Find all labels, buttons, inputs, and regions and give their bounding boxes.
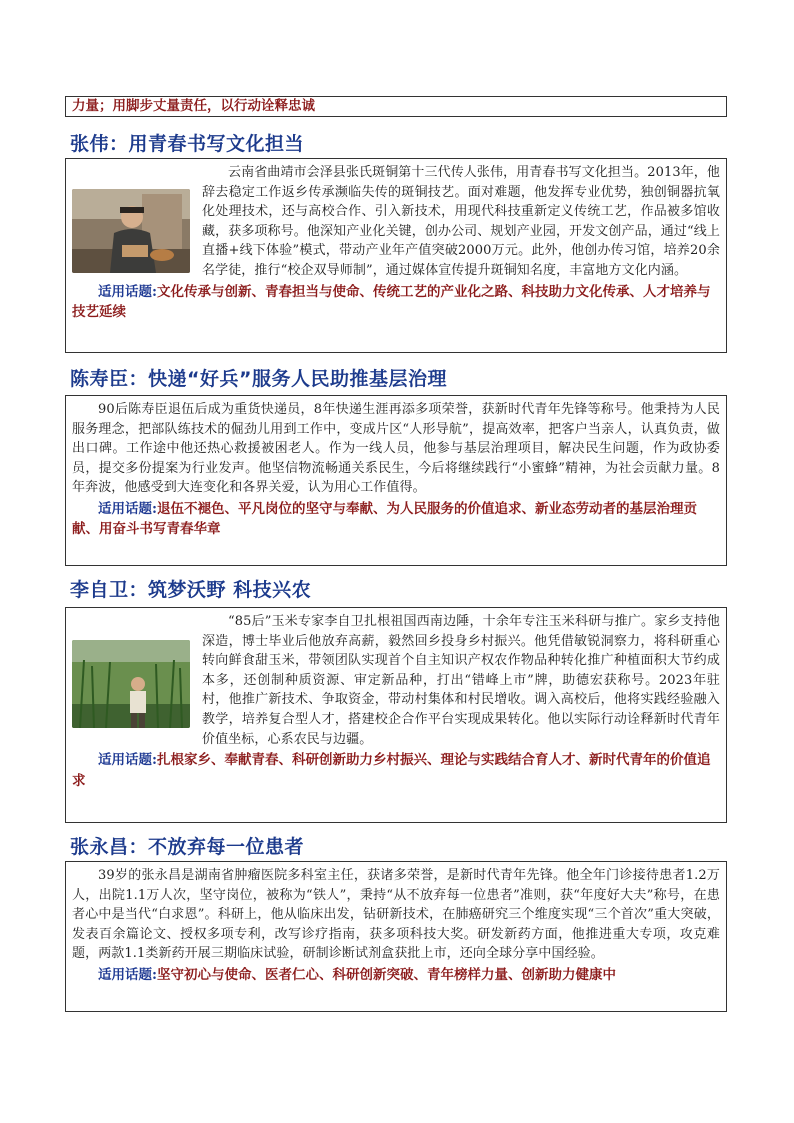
section-topics-zhang-yongchang bbox=[66, 965, 726, 986]
topics-text: 退伍不褪色、平凡岗位的坚守与奉献、为人民服务的价值追求、新业态劳动者的基层治理贡献、用奋斗书写青春华章 bbox=[72, 500, 697, 538]
topics-text: 文化传承与创新、青春担当与使命、传统工艺的产业化之路、科技助力文化传承、人才培养与技艺延续 bbox=[72, 283, 711, 321]
section-box-zhang-yongchang bbox=[65, 861, 727, 1012]
topics-text: 坚守初心与使命、医者仁心、科研创新突破、青年榜样力量、创新助力健康中 bbox=[156, 966, 616, 983]
section-topics-chen-shouchen bbox=[66, 499, 726, 540]
section-body-chen-shouchen: 90后陈寿臣退伍后成为重货快递员，8年快递生涯再添多项荣誉，获新时代青年先锋等称号。他秉持为人民服务理念，把部队练技术的倔劲儿用到工作中，变成片区“人形导航”，提高效率，把客户当亲人，认真负责，做出口碑。工作途中他还热心救援被困老人。作为一线人员，他参与基层治理项目，解决民生问题，作为政协委员，提交多份提案为行业发声。他坚信物流畅通关系民生，今后将继续践行“小蜜蜂”精神，为社会贡献力量。8年奔波，他感受到大连变化和各界关爱，认为用心工作值得。 bbox=[72, 402, 720, 496]
top-continuation-text: 力量；用脚步丈量责任，以行动诠释忠诚 bbox=[72, 98, 315, 114]
section-heading-zhang-yongchang: 张永昌：不放弃每一位患者 bbox=[70, 836, 305, 858]
top-continuation-box bbox=[65, 96, 727, 117]
section-body-zhang-wei: 云南省曲靖市会泽县张氏斑铜第十三代传人张伟，用青春书写文化担当。2013年，他辞去稳定工作返乡传承濒临失传的斑铜技艺。面对难题，他发挥专业优势，独创铜器抗氧化处理技术，还与高校合作、引入新技术，用现代科技重新定义传统工艺，作品被多馆收藏，获多项称号。他深知产业化关键，创办公司、规划产业园，开发文创产品，通过“线上直播+线下体验”模式，带动产业年产值突破2000万元。此外，他创办传习馆，培养20余名学徒，推行“校企双导师制”，通过媒体宣传提升斑铜知名度，丰富地方文化内涵。 bbox=[202, 165, 720, 278]
cornfield-photo bbox=[72, 640, 190, 728]
section-heading-zhang-wei: 张伟：用青春书写文化担当 bbox=[70, 133, 305, 155]
section-topics-li-ziwei bbox=[66, 750, 726, 791]
section-topics-zhang-wei bbox=[66, 282, 726, 323]
topics-text: 扎根家乡、奉献青春、科研创新助力乡村振兴、理论与实践结合育人才、新时代青年的价值追求 bbox=[72, 752, 711, 789]
topics-label: 适用话题: bbox=[98, 966, 157, 983]
section-heading-li-ziwei: 李自卫：筑梦沃野 科技兴农 bbox=[70, 579, 312, 601]
section-heading-chen-shouchen: 陈寿臣：快递“好兵”服务人民助推基层治理 bbox=[70, 368, 447, 390]
section-body-zhang-yongchang: 39岁的张永昌是湖南省肿瘤医院多科室主任，获诸多荣誉，是新时代青年先锋。他全年门诊接待患者1.2万人，出院1.1万人次，坚守岗位，被称为“铁人”，秉持“从不放弃每一位患者”准则，获“年度好大夫”称号，在患者心中是当代“白求恩”。科研上，他从临床出发，钻研新技术，在肺癌研究三个维度实现“三个首次”重大突破，发表百余篇论文、授权多项专利，改写诊疗指南，获多项科技大奖。研发新药方面，他推进重大专项，攻克难题，两款1.1类新药开展三期临床试验，研制诊断试剂盒获批上市，还向全球分享中国经验。 bbox=[72, 868, 720, 962]
topics-label: 适用话题: bbox=[98, 283, 157, 300]
craftsman-photo bbox=[72, 189, 190, 273]
section-box-zhang-wei bbox=[65, 158, 727, 353]
section-box-chen-shouchen bbox=[65, 395, 727, 566]
section-body-li-ziwei: “85后”玉米专家李自卫扎根祖国西南边陲，十余年专注玉米科研与推广。家乡支持他深造，博士毕业后他放弃高薪，毅然回乡投身乡村振兴。他凭借敏锐洞察力，将科研重心转向鲜食甜玉米，带领团队实现首个自主知识产权农作物品种转化推广种植面积大节约成本多，还创制种质资源、审定新品种，打出“错峰上市”牌，助德宏获称号。2023年驻村，他推广新技术、争取资金，带动村集体和村民增收。调入高校后，他将实践经验融入教学，培养复合型人才，搭建校企合作平台实现成果转化。他以实际行动诠释新时代青年价值坐标，心系农民与边疆。 bbox=[202, 614, 720, 747]
section-box-li-ziwei bbox=[65, 607, 727, 823]
topics-label: 适用话题: bbox=[98, 500, 157, 517]
topics-label: 适用话题: bbox=[98, 752, 157, 769]
